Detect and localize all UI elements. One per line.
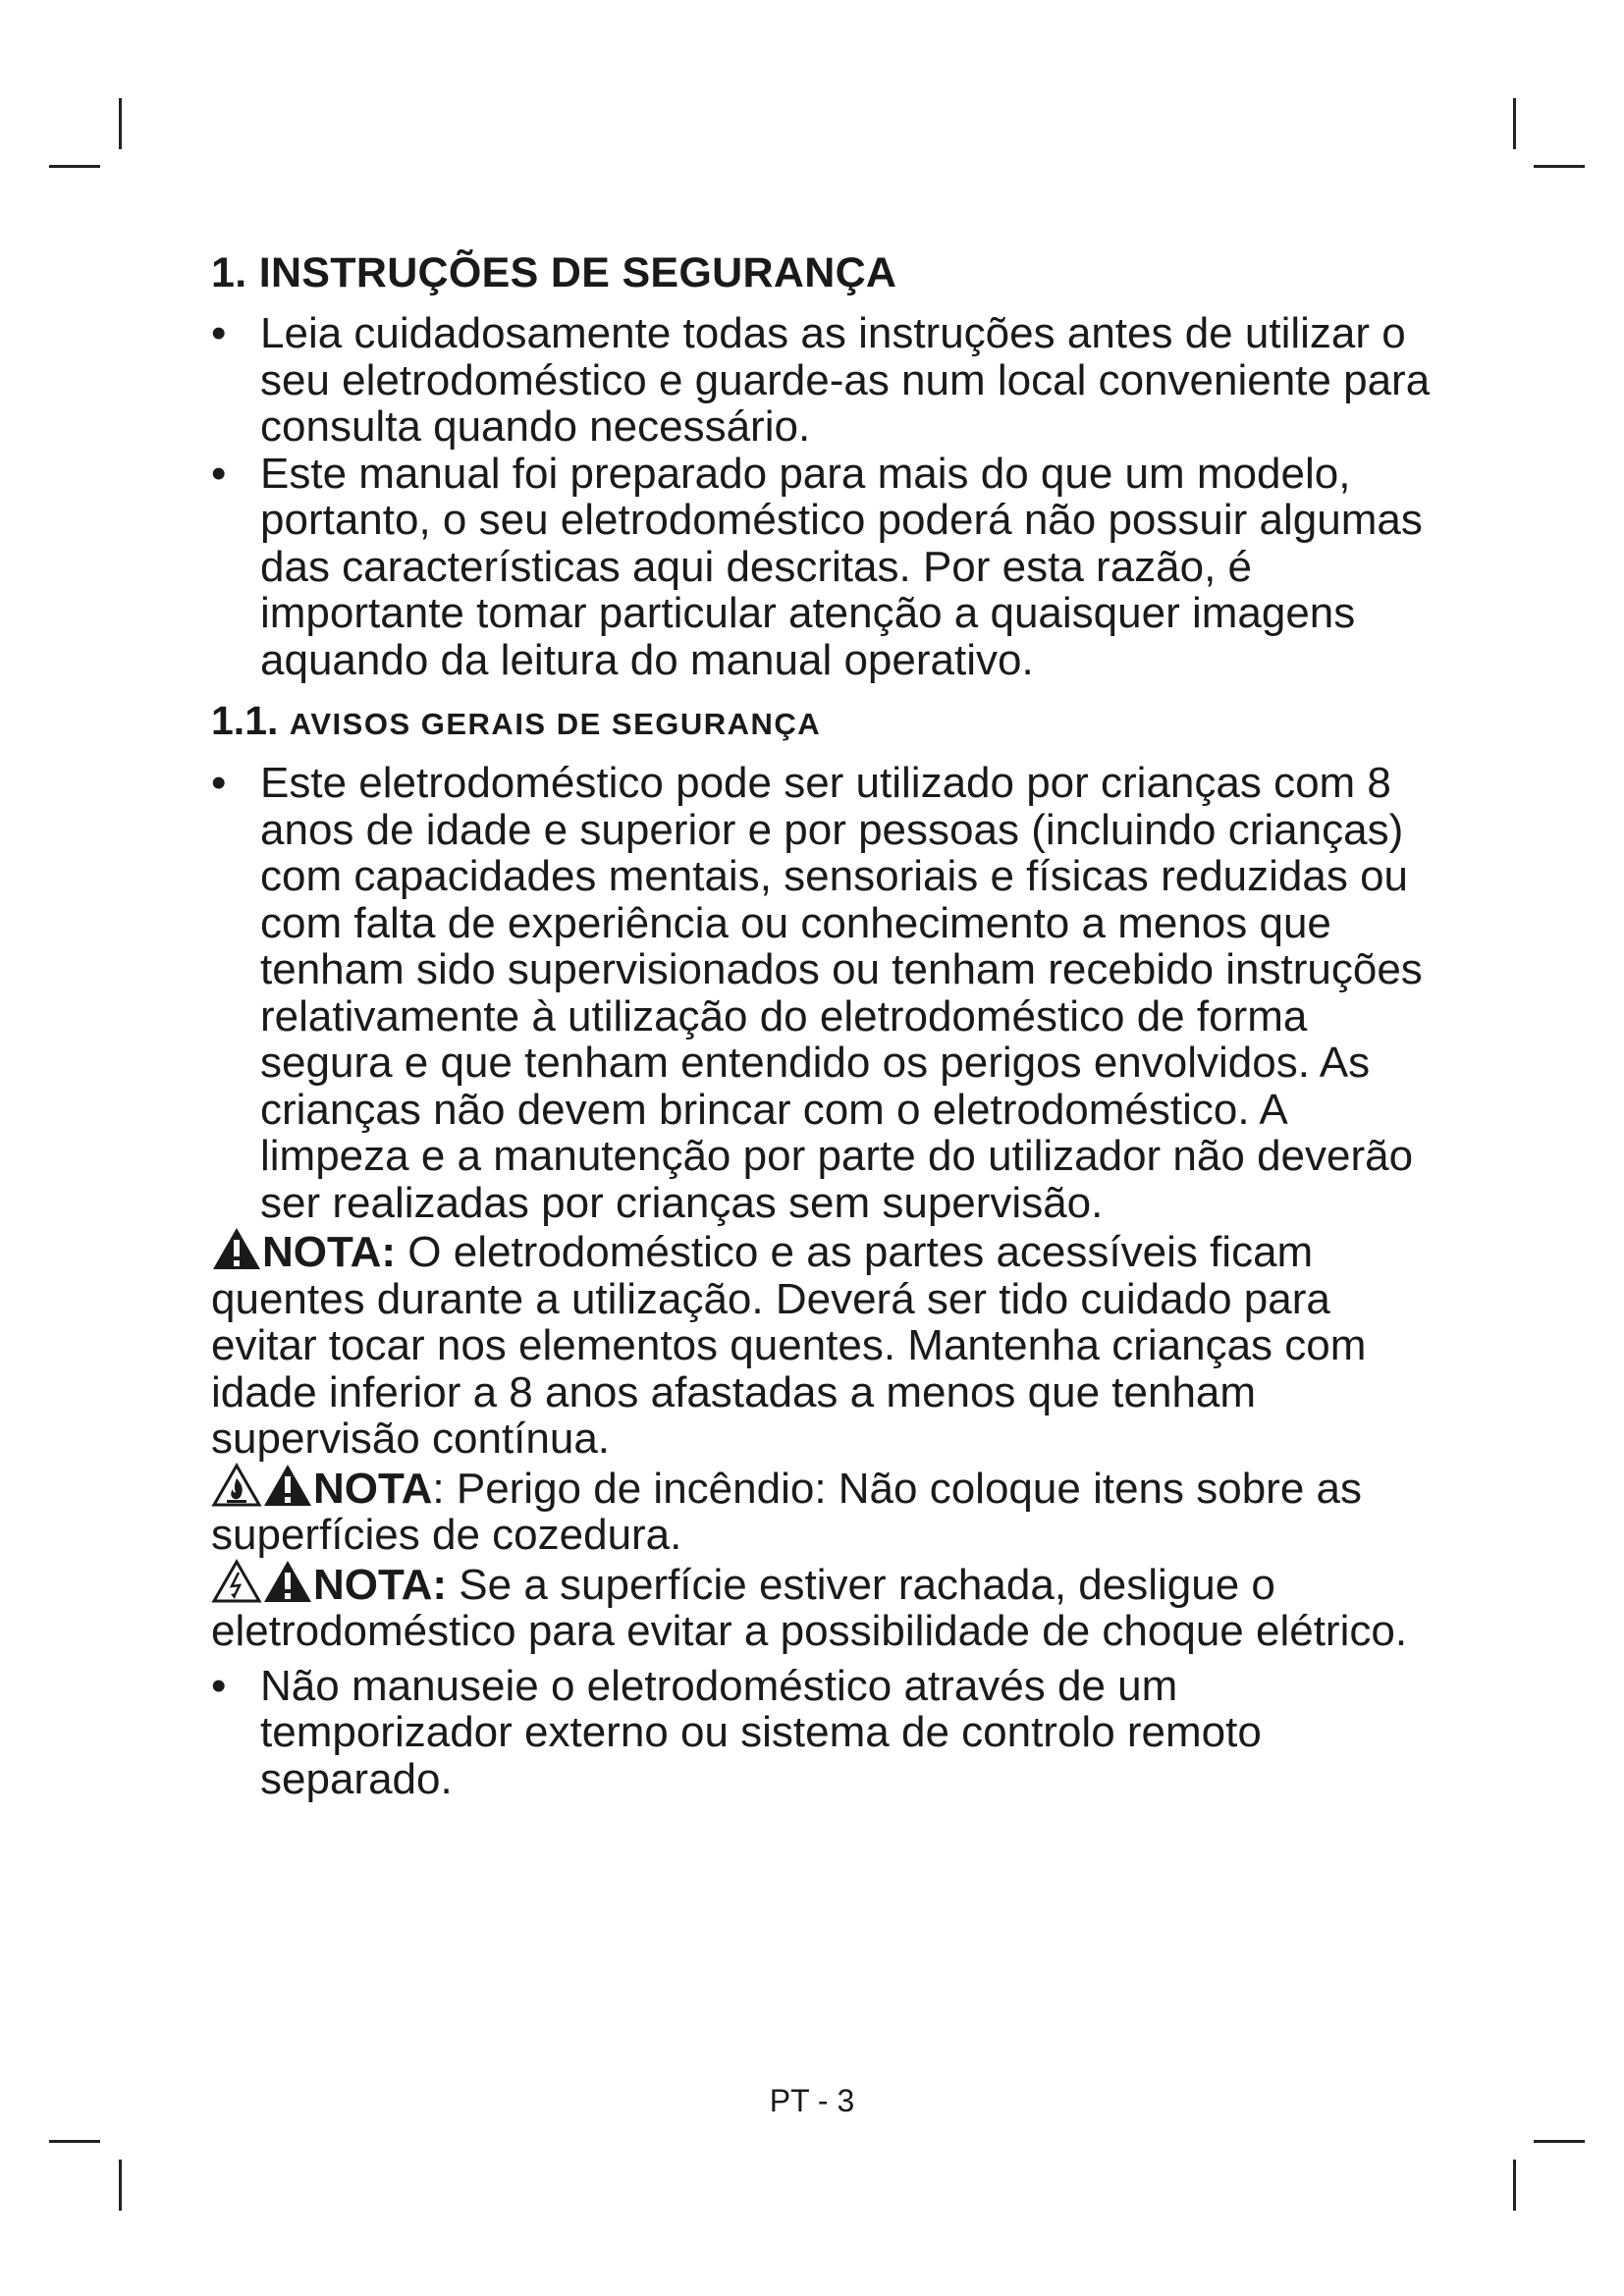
note-hot-surfaces: [211, 1226, 1434, 1463]
page-content: [211, 245, 1434, 1802]
general-warnings: [211, 760, 1434, 1226]
note-text: : Perigo de incêndio: Não coloque itens sobre as superfícies de cozedura.: [211, 1464, 1362, 1559]
note-label: NOTA: [313, 1464, 433, 1513]
bullet-text: Não manuseie o eletrodoméstico através de um temporizador externo ou sistema de controlo remoto separado.: [260, 1661, 1262, 1803]
fire-hazard-icon: [211, 1463, 262, 1508]
list-item: [211, 451, 1434, 684]
note-label: NOTA:: [313, 1560, 448, 1609]
page-number: PT - 3: [769, 2083, 855, 2118]
bullet-icon: •: [211, 1661, 227, 1710]
subsection-title: [211, 693, 1434, 752]
bullet-icon: •: [211, 449, 227, 498]
note-fire-hazard: [211, 1463, 1434, 1559]
warning-icon: [262, 1463, 313, 1508]
crop-mark: [119, 2160, 122, 2211]
crop-mark: [1513, 98, 1516, 149]
crop-mark: [119, 98, 122, 149]
bullet-text: Este eletrodoméstico pode ser utilizado por crianças com 8 anos de idade e superior e por pessoas (incluindo crianças) com capacidades mentais, sensoriais e físicas reduzidas ou com falta de experiência ou conhecimento a menos que tenham sido supervisionados ou tenham recebido instruções relativamente à utilização do eletrodoméstico de forma segura e que tenham entendido os perigos envolvidos. As crianças não devem brincar com o eletrodoméstico. A limpeza e a manutenção por parte do utilizador não deverão ser realizadas por crianças sem supervisão.: [260, 759, 1423, 1227]
crop-mark: [49, 2140, 100, 2143]
electric-hazard-icon: [211, 1559, 262, 1604]
bullet-icon: •: [211, 309, 227, 357]
subsection-heading: AVISOS GERAIS DE SEGURANÇA: [289, 707, 822, 741]
warning-icon: [211, 1226, 262, 1271]
note-cracked-surface: [211, 1559, 1434, 1655]
list-item: [211, 310, 1434, 451]
crop-mark: [1534, 165, 1585, 168]
list-item: [211, 1663, 1434, 1803]
crop-mark: [1534, 2140, 1585, 2143]
crop-mark: [49, 165, 100, 168]
note-label: NOTA:: [262, 1228, 397, 1276]
bullet-text: Leia cuidadosamente todas as instruções antes de utilizar o seu eletrodoméstico e guarde-as num local conveniente para consulta quando necessário.: [260, 309, 1431, 451]
list-item: [211, 760, 1434, 1226]
section-title: 1. INSTRUÇÕES DE SEGURANÇA: [211, 249, 897, 296]
warning-icon: [262, 1559, 313, 1604]
timer-warning: [211, 1663, 1434, 1803]
subsection-number: 1.1.: [211, 698, 279, 743]
note-text: O eletrodoméstico e as partes acessíveis ficam quentes durante a utilização. Deverá ser tido cuidado para evitar tocar nos elementos quentes. Mantenha crianças com idade inferior a 8 anos afastadas a menos que tenham supervisão contínua.: [211, 1228, 1367, 1463]
bullet-icon: •: [211, 759, 227, 807]
bullet-text: Este manual foi preparado para mais do que um modelo, portanto, o seu eletrodoméstico poderá não possuir algumas das características aqui descritas. Por esta razão, é importante tomar particular atenção a quaisquer imagens aquando da leitura do manual operativo.: [260, 449, 1423, 684]
note-text: Se a superfície estiver rachada, desligue o eletrodoméstico para evitar a possibilidade de choque elétrico.: [211, 1560, 1408, 1655]
crop-mark: [1513, 2160, 1516, 2211]
intro-bullets: [211, 310, 1434, 683]
